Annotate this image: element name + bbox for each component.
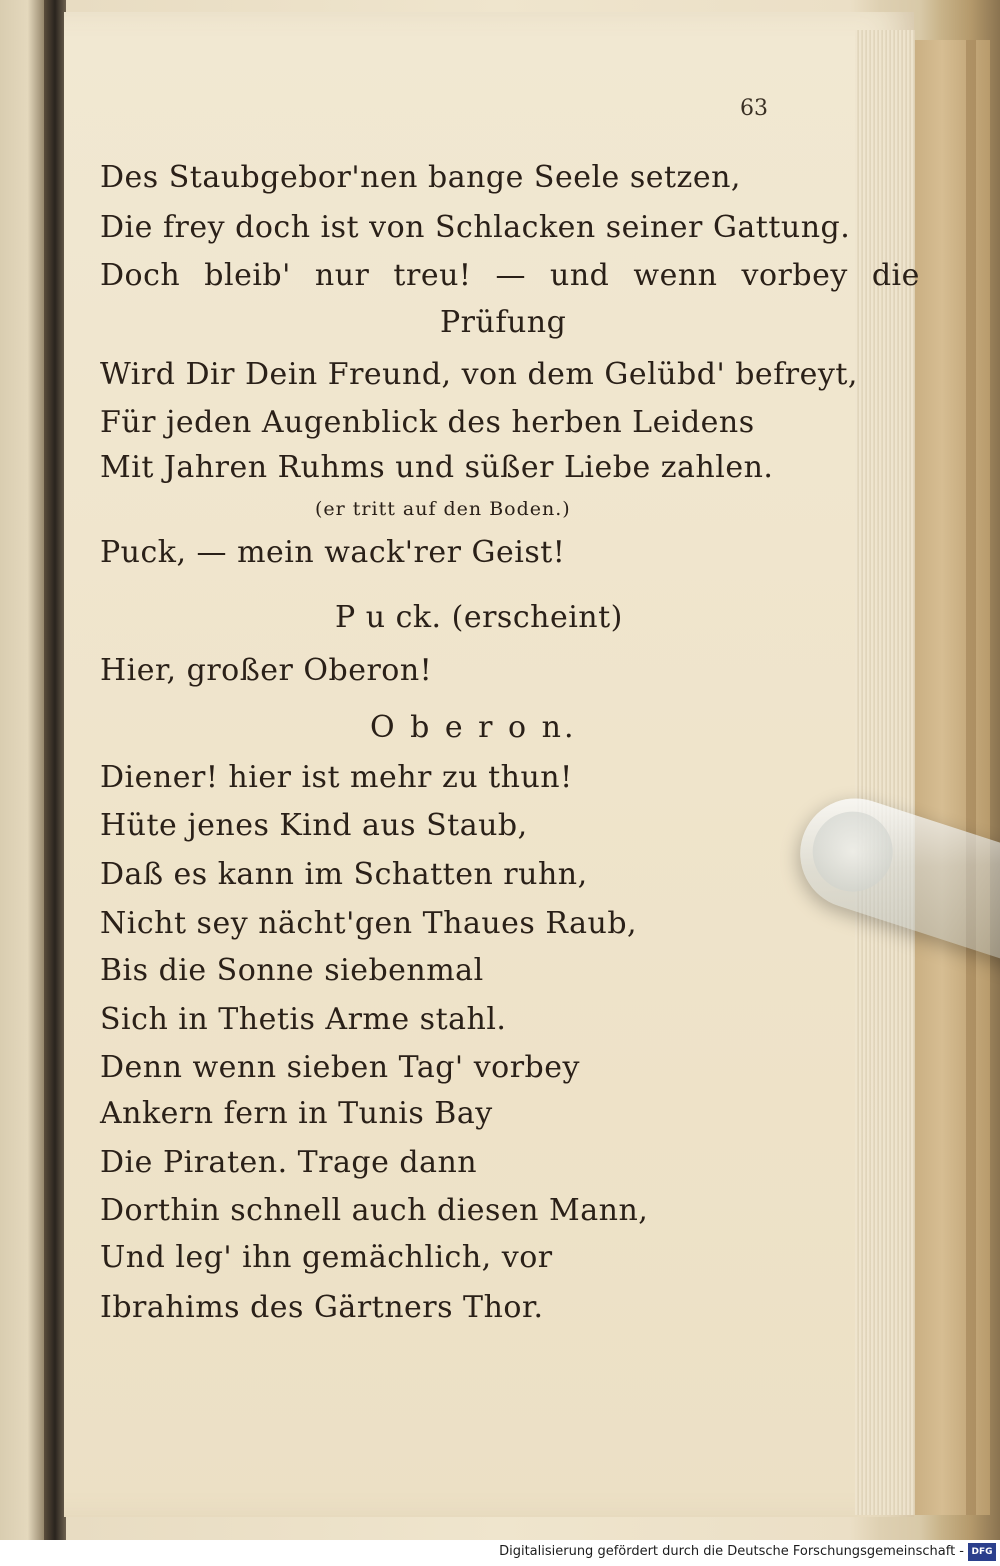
text-line: Puck, — mein wack'rer Geist! bbox=[100, 535, 566, 570]
text-line: Des Staubgebor'nen bange Seele setzen, bbox=[100, 160, 741, 195]
text-line: Doch bleib' nur treu! — und wenn vorbey die bbox=[100, 258, 920, 293]
text-line: Ibrahims des Gärtners Thor. bbox=[100, 1290, 544, 1325]
stage-direction: (er tritt auf den Boden.) bbox=[315, 498, 571, 520]
speaker-heading: P u ck. (erscheint) bbox=[335, 600, 623, 635]
page-edges bbox=[855, 30, 915, 1515]
text-line: Ankern fern in Tunis Bay bbox=[100, 1096, 493, 1131]
text-line: Sich in Thetis Arme stahl. bbox=[100, 1002, 507, 1037]
text-line: Und leg' ihn gemächlich, vor bbox=[100, 1240, 553, 1275]
cover-shadow bbox=[966, 40, 976, 1515]
text-line: Daß es kann im Schatten ruhn, bbox=[100, 857, 588, 892]
text-line: Wird Dir Dein Freund, von dem Gelübd' befreyt, bbox=[100, 357, 858, 392]
left-page-edge bbox=[0, 0, 46, 1540]
text-line: Diener! hier ist mehr zu thun! bbox=[100, 760, 573, 795]
page-number: 63 bbox=[740, 96, 768, 121]
clip-hole bbox=[802, 801, 903, 902]
funding-credit: Digitalisierung gefördert durch die Deutsche Forschungsgemeinschaft - bbox=[499, 1544, 964, 1559]
text-line: Hier, großer Oberon! bbox=[100, 653, 433, 688]
text-line: Die frey doch ist von Schlacken seiner Gattung. bbox=[100, 210, 851, 245]
book-cover-edge bbox=[910, 40, 990, 1515]
dfg-logo: DFG bbox=[968, 1543, 996, 1561]
text-line: Prüfung bbox=[440, 305, 567, 340]
text-line: Bis die Sonne siebenmal bbox=[100, 953, 484, 988]
speaker-heading: O b e r o n. bbox=[370, 710, 577, 745]
text-line: Hüte jenes Kind aus Staub, bbox=[100, 808, 528, 843]
text-line: Nicht sey nächt'gen Thaues Raub, bbox=[100, 906, 638, 941]
text-line: Die Piraten. Trage dann bbox=[100, 1145, 478, 1180]
text-line: Dorthin schnell auch diesen Mann, bbox=[100, 1193, 649, 1228]
text-line: Mit Jahren Ruhms und süßer Liebe zahlen. bbox=[100, 450, 774, 485]
text-line: Für jeden Augenblick des herben Leidens bbox=[100, 405, 755, 440]
book-spine bbox=[44, 0, 66, 1540]
text-line: Denn wenn sieben Tag' vorbey bbox=[100, 1050, 580, 1085]
